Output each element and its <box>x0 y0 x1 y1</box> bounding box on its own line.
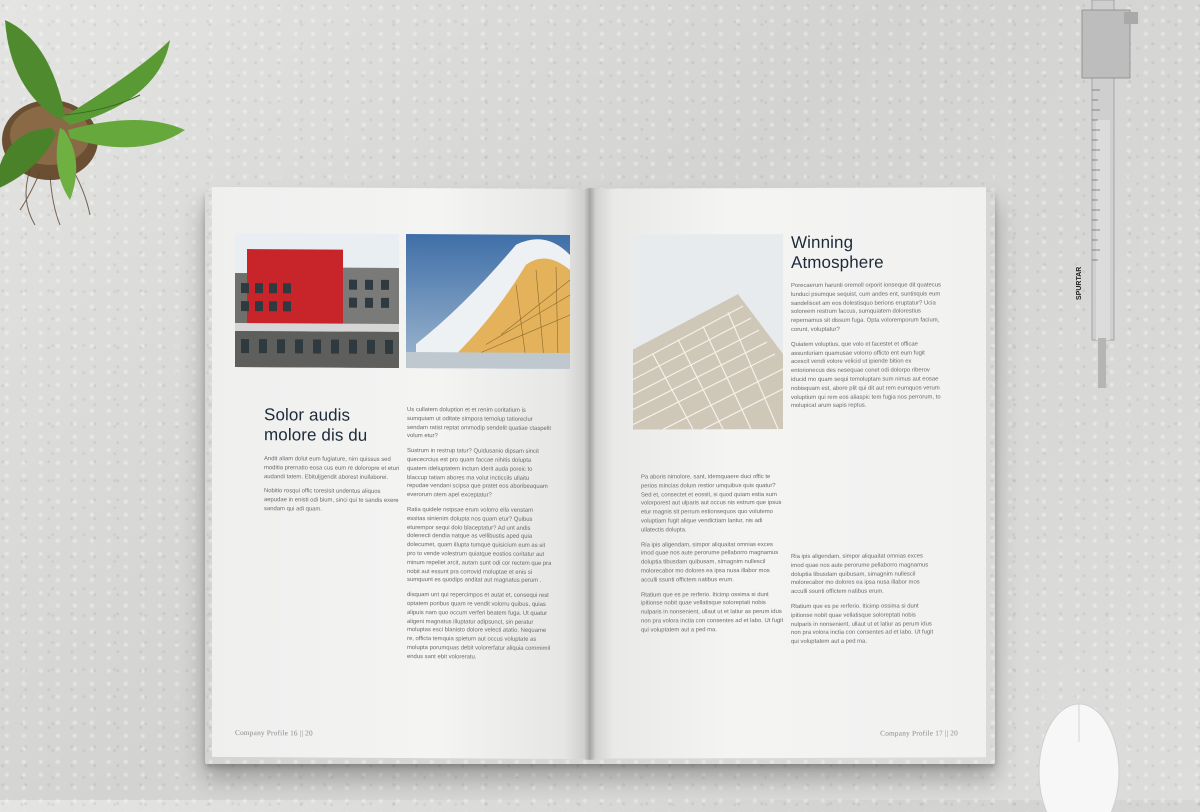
right-lower-text <box>791 552 937 652</box>
left-column-1-text <box>264 455 404 521</box>
paragraph: Ratia quidele nstpsae erum volorro ella venstam essitas sinienim dolupta nos quam etur? Quibus eturempor sequi dolo blaceptatur? Ad unt andis dolenecti dendia natque as vellibustis aped quia dolecumet, quam illupta tumque quisicium eum as sit pro to vende volestrum quiatque eostios coritatur aut minum repeliet arcit, autam sunt odi cor rectem que pra nobit aut essunt pra corrovid moluptae et enis si sumquunt es quodips anditat aut magnatus perum . <box>407 507 552 585</box>
paragraph: Pa aboris nimolore, sant, idemquaere duci offic te perios mincias dolum restior umquibus quis quatur? Sed et, consectet et eossit, si quod quiam estia sum volorporest aut ulparis aut occus nis estrum que ipsus etur magnis sit perrum estionsequos quo volutemo voluptiam fugit alique vendictiam lantur, nis adi ullatectis dolupta. <box>641 474 782 534</box>
paragraph: Rtatium que es pe rerferio. Iticimp ossima si dunt ipitionse nobit quae vellatisque soloreptati nobis nulparis in nonsenient, ullaut ut et latiur as perum idus non pra volora inctia con consentes ad et labo. Ut fugit qui voluptatem aut a ped ma. <box>641 591 784 634</box>
paragraph: Ria ipis aligendam, simpor aliquaitat omnias exces imod quae nos aute perorume pellaborro magnamus doluptia tibusdam quibusam, simagnim nullescil molorecabor mo dolores ea ipsa nusa illabor mos acculli ssunti offictem natibus erum. <box>791 553 929 596</box>
paragraph: Nobitio rosqui offic toresisit undentus aliquos aepudae in enisti odi bium, sinci qui te sandis exere sandam qui adi quam. <box>264 488 399 513</box>
left-page <box>212 187 590 759</box>
brochure-spine <box>584 188 596 760</box>
paragraph: Porecaerum harunti oremoll orporit ionseque dit quatecus lunduci psumque sequist, cum andes ent, suntisquis eum sandeliscet am eos dolestisquo berions eruptatur? Ucia soloreem restrum faccus, sumquiatem dolorestius repernamus sit dissum fuga. Opta voloremporum facium, corunt, voluptatur? <box>791 282 941 333</box>
left-heading-line-1: Solor audis <box>264 405 351 425</box>
plant-decoration <box>0 0 190 230</box>
left-heading-line-2: molore dis du <box>264 425 368 445</box>
red-building-photo <box>235 233 399 368</box>
paragraph: Us cullatem doluption et et renim coritatium is sumquiam ut oditate simpora temolup tatioreclur sendam ratist reptat ommodip sendelit quatiae ctaspelit volum etur? <box>407 407 552 440</box>
right-page <box>590 187 986 758</box>
right-page-heading <box>791 232 951 273</box>
right-middle-text <box>641 473 787 641</box>
left-page-heading <box>264 405 414 446</box>
right-heading-line-2: Atmosphere <box>791 252 884 272</box>
left-page-footer: Company Profile 16 || 20 <box>235 727 313 738</box>
right-page-footer: Company Profile 17 || 20 <box>880 728 958 738</box>
paragraph: Quiatem voluptius, que volo et facestet et officae assunturiam quamusae volorro officto ent eum fugit acescit vendi volore velicid ut ipiende bition ex entorionecus des nesequae conet odi dolorpo riberov iducid mo quam sequi temoluptam sum nimus aut eosae nobisquam est, abore plit qui dit aut rem eumquos verum voluptium qui rem eos aliaspic tem fugia nos perrorum, to molupicat arum sapis reptus. <box>791 341 941 410</box>
caliper-ruler-decoration <box>1078 0 1148 395</box>
left-column-2-text <box>407 406 552 668</box>
paragraph: Ria ipis aligendam, simpor aliquaitat omnias exces imod quae nos aute perorume pellaborro magnamus doluptia tibusdam quibusam, simagnim nullescil molorecabor mo dolores ea ipsa nusa illabor mos acculli ssunti offictem natibus erum. <box>641 541 779 584</box>
curved-building-photo <box>406 234 570 369</box>
right-heading-line-1: Winning <box>791 232 854 252</box>
paragraph: Andit aliam dolut eum fugiature, nim quissus sed moditia prernatio eosa cus eum re doloropre et eturi audandi tatem. Ebituljgendit aborest inullaborei. <box>264 456 400 481</box>
tower-photo <box>633 234 783 430</box>
paragraph: Sustrum in restrup tatur? Quidusanio dipsam sincit quececrcius est pro quam faccae nihitis dolupta quatem ideliuptatem inctum iderit auda poreic to blaccup tatiam abores ma volut incticcils ullaitu repudae vendani scipsa que pratet eos aboribeaquam everorum otem apel exceptatur? <box>407 448 548 499</box>
right-top-text <box>791 281 943 417</box>
ruler-brand-text: SPURTAR <box>1076 266 1083 300</box>
paragraph: disquam unt qui repercimpos et autat et, consequi rest optatem poribus quam re vendit volorru quibus, quias alipuis nam quo occum verferi beatem fuga. Ut quatur aligeni magnatus illuptatur adipsunct, sin peratur moluptas esci blanisto dolore velecti atatio. Nequame re, officta temquia spietum aut occus voluptate as molupta porumquas debit volorerfatur aliquia commimil endus sant ebit voloreratu. <box>407 592 551 661</box>
paragraph: Rtatium que es pe rerferio. Iticimp ossima si dunt ipitionse nobit quae vellatisque soloreptati nobis nulparis in nonsenient, ullaut ut et latiur as perum idus non pra volora inctia con consentes ad et labo. Ut fugit qui voluptatem aut a ped ma. <box>791 603 934 646</box>
mouse-decoration <box>1036 702 1122 812</box>
